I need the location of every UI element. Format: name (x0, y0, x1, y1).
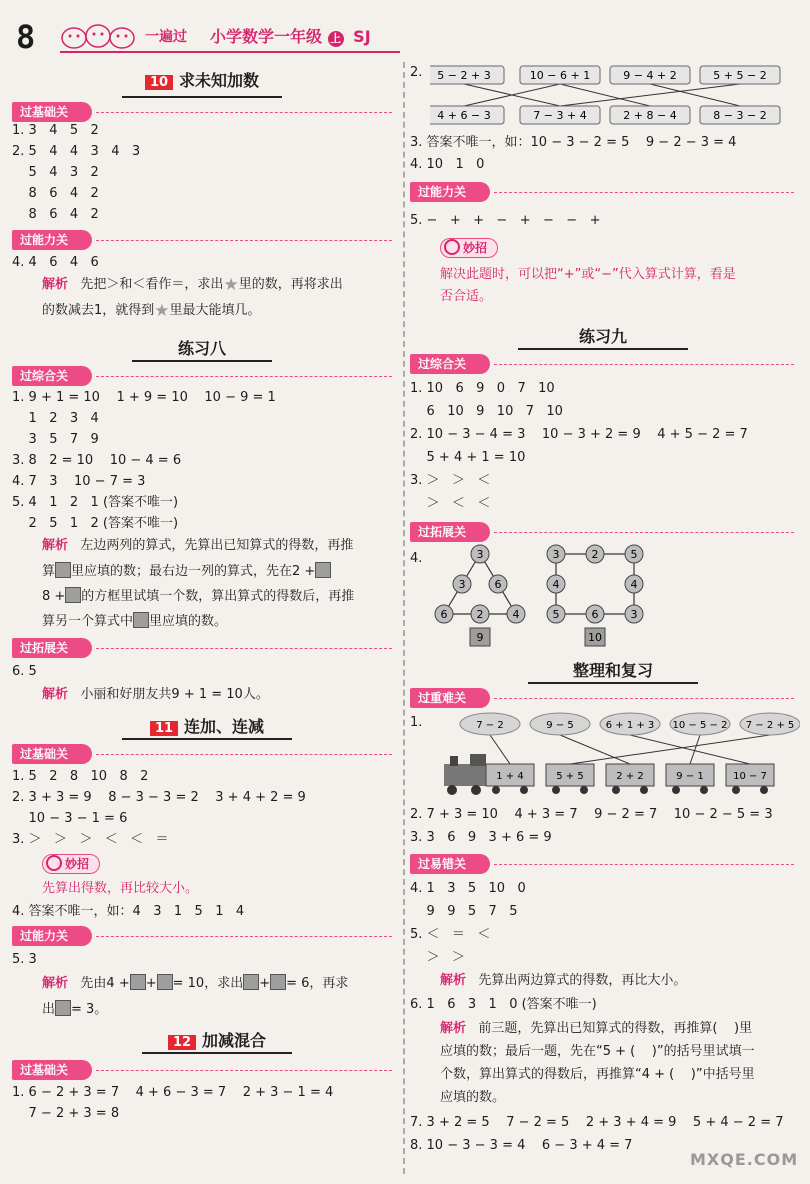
answer-line: 5. 3 (12, 952, 37, 967)
analysis-text: 左边两列的算式，先算出已知算式的得数，再推 (80, 538, 354, 553)
number-node-text: 3 (476, 548, 484, 561)
train-car-text: 10 − 7 (733, 771, 767, 782)
answer-line: 2 5 1 2 (答案不唯一) (12, 516, 179, 531)
train-car-text: 1 + 4 (496, 771, 524, 782)
answer-line: 5. − + + − + − − + (410, 213, 601, 228)
tag-rule (494, 698, 794, 699)
analysis-line (42, 562, 331, 581)
cloud-text: 9 − 5 (546, 720, 574, 731)
wheel-icon (612, 786, 620, 794)
wheel-icon (552, 786, 560, 794)
answer-line: 3. 答案不唯一，如：10 − 3 − 2 = 5 9 − 2 − 3 = 4 (410, 135, 737, 150)
match-box-text: 10 − 6 + 1 (529, 69, 591, 82)
tag-rule (494, 864, 794, 865)
wheel-icon (732, 786, 740, 794)
analysis-text: 出 (42, 1002, 56, 1017)
answer-line: 5. 4 1 2 1 (答案不唯一) (12, 495, 179, 510)
number-node-text: 5 (552, 608, 560, 621)
tag-key-difficult: 过重难关 (410, 688, 490, 708)
answer-line: 3. ＞ ＞ ＞ ＜ ＜ ＝ (12, 832, 169, 847)
analysis-line: 个数，算出算式的得数后，再推算“4 + ( )”中括号里 (440, 1067, 755, 1082)
analysis-line (42, 612, 227, 631)
gray-box-icon (157, 974, 173, 990)
section-number: 10 (145, 75, 173, 90)
answer-line: 5. ＜ ＝ ＜ (410, 927, 491, 942)
number-node-text: 3 (458, 578, 466, 591)
book-title-text: 小学数学一年级 (210, 27, 323, 46)
section-number: 12 (168, 1035, 196, 1050)
analysis-text: = 6，再求 (286, 976, 349, 991)
grade-badge: 上 (328, 31, 344, 47)
match-line (560, 735, 630, 764)
section-title-text: 加减混合 (202, 1031, 267, 1050)
hint-text: 先算出得数，再比较大小。 (42, 881, 199, 896)
analysis-line (42, 302, 261, 320)
match-box-text: 2 + 8 − 4 (623, 109, 677, 122)
gray-box-icon (243, 974, 259, 990)
cloud-text: 7 − 2 + 5 (745, 720, 795, 731)
answer-line: 2. (410, 65, 423, 80)
edition-label: SJ (353, 27, 371, 46)
analysis-line (42, 537, 353, 555)
wheel-icon (700, 786, 708, 794)
shape-lines (444, 554, 634, 614)
answer-line: 5 + 4 + 1 = 10 (410, 450, 526, 465)
answer-line: 2. 5 4 4 3 4 3 (12, 144, 141, 159)
number-node-text: 6 (494, 578, 502, 591)
answer-line: 4. 4 6 4 6 (12, 255, 99, 270)
analysis-line (42, 974, 348, 993)
match-line (630, 735, 750, 764)
answer-line: 4. (410, 551, 423, 566)
answer-line: ＞ ＞ (410, 950, 465, 965)
tag-ability: 过能力关 (410, 182, 490, 202)
section-title-text: 求未知加数 (179, 71, 260, 90)
analysis-label: 解析 (42, 976, 69, 991)
answer-line: 1. 9 + 1 = 10 1 + 9 = 10 10 − 9 = 1 (12, 390, 276, 405)
tag-basic: 过基础关 (12, 744, 92, 764)
analysis-text: 的方框里试填一个数，算出算式的得数后，再推 (81, 589, 355, 604)
cloud-text: 6 + 1 + 3 (605, 720, 655, 731)
answer-line: 1. 6 − 2 + 3 = 7 4 + 6 − 3 = 7 2 + 3 − 1 = 4 (12, 1085, 334, 1100)
tag-extension: 过拓展关 (12, 638, 92, 658)
analysis-text: 算 (42, 564, 56, 579)
section-12-title (142, 1028, 292, 1051)
answer-line: 2. 3 + 3 = 9 8 − 3 − 3 = 2 3 + 4 + 2 = 9 (12, 790, 306, 805)
page-header (0, 0, 810, 58)
answer-line: 6 10 9 10 7 10 (410, 404, 563, 419)
cloud-text: 10 − 5 − 2 (672, 720, 728, 731)
number-node-text: 3 (552, 548, 560, 561)
number-node-text: 2 (591, 548, 599, 561)
tag-ability: 过能力关 (12, 926, 92, 946)
tag-ability: 过能力关 (12, 230, 92, 250)
gray-box-icon (315, 562, 331, 578)
answer-line: 1. 10 6 9 0 7 10 (410, 381, 555, 396)
gray-box-icon (55, 1000, 71, 1016)
match-line (570, 735, 770, 764)
analysis-label: 解析 (42, 277, 69, 292)
answer-line: 2. 10 − 3 − 4 = 3 10 − 3 + 2 = 9 4 + 5 − 2 = 7 (410, 427, 748, 442)
answer-line: 4. 7 3 10 − 7 = 3 (12, 474, 146, 489)
number-node-text: 5 (630, 548, 638, 561)
analysis-text: 里应填的数。 (149, 614, 228, 629)
answer-line: 4. 答案不唯一，如：4 3 1 5 1 4 (12, 904, 245, 919)
train-matching-diagram (430, 710, 800, 802)
analysis-label: 解析 (440, 1021, 467, 1036)
tag-error-prone: 过易错关 (410, 854, 490, 874)
magnifier-icon (46, 855, 62, 871)
answer-line: 3. ＞ ＞ ＜ (410, 473, 491, 488)
answer-line: 8. 10 − 3 − 3 = 4 6 − 3 + 4 = 7 (410, 1138, 633, 1153)
number-node-text: 4 (552, 578, 560, 591)
analysis-line (42, 276, 343, 294)
gray-box-icon (270, 974, 286, 990)
number-shapes-diagram (430, 544, 650, 654)
sum-box-text: 9 (476, 631, 484, 644)
wheel-icon (492, 786, 500, 794)
tag-comprehensive: 过综合关 (410, 354, 490, 374)
matching-diagram (430, 60, 790, 126)
analysis-text: 小丽和好朋友共9 + 1 = 10人。 (80, 687, 269, 702)
analysis-text: 8 + (42, 589, 66, 604)
match-lines (464, 84, 740, 106)
answer-line: 1. 5 2 8 10 8 2 (12, 769, 149, 784)
number-node-text: 4 (512, 608, 520, 621)
section-underline (122, 96, 282, 98)
section-number: 11 (150, 721, 178, 736)
answer-line: 1. 3 4 5 2 (12, 123, 99, 138)
section-underline (132, 360, 272, 362)
tag-rule (96, 112, 392, 113)
analysis-text: 算另一个算式中 (42, 614, 134, 629)
star-icon: ★ (223, 275, 239, 295)
column-divider (403, 62, 405, 1174)
hint-label: 妙招 (65, 857, 90, 871)
tag-comprehensive: 过综合关 (12, 366, 92, 386)
number-node-text: 4 (630, 578, 638, 591)
analysis-text: 里的数，再将求出 (238, 277, 343, 292)
answer-line: 7. 3 + 2 = 5 7 − 2 = 5 2 + 3 + 4 = 9 5 + 4 − 2 = 7 (410, 1115, 784, 1130)
tag-extension: 过拓展关 (410, 522, 490, 542)
answer-line: 3. 8 2 = 10 10 − 4 = 6 (12, 453, 182, 468)
train-car-text: 9 − 1 (676, 771, 704, 782)
section-underline (142, 1052, 292, 1054)
match-box-text: 4 + 6 − 3 (437, 109, 491, 122)
match-box-text: 9 − 4 + 2 (623, 69, 677, 82)
analysis-line: 应填的数；最后一题，先在“5 + ( )”的括号里试填一 (440, 1044, 755, 1059)
answer-line: ＞ ＜ ＜ (410, 496, 491, 511)
tag-basic: 过基础关 (12, 102, 92, 122)
match-box-text: 5 − 2 + 3 (437, 69, 491, 82)
section-ex8-title: 练习八 (177, 339, 226, 358)
number-node-text: 6 (591, 608, 599, 621)
tag-rule (96, 754, 392, 755)
answer-line: 7 − 2 + 3 = 8 (12, 1106, 120, 1121)
answer-line: 5 4 3 2 (12, 165, 99, 180)
section-ex9-title: 练习九 (578, 327, 627, 346)
analysis-line (42, 1000, 107, 1019)
analysis-label: 解析 (42, 687, 69, 702)
train-car-text: 2 + 2 (616, 771, 644, 782)
analysis-text: + (259, 976, 271, 991)
analysis-text: = 10，求出 (172, 976, 244, 991)
header-rule (60, 51, 400, 53)
answer-line: 8 6 4 2 (12, 186, 99, 201)
analysis-text: 前三题，先算出已知算式的得数，再推算( )里 (478, 1021, 753, 1036)
tag-rule (96, 1070, 392, 1071)
analysis-label: 解析 (440, 973, 467, 988)
answer-line: 6. 5 (12, 664, 37, 679)
analysis-text: 的数减去1，就得到 (42, 303, 155, 318)
section-underline (122, 738, 292, 740)
analysis-text: 里应填的数；最右边一列的算式，先在2 + (71, 564, 316, 579)
wheel-icon (672, 786, 680, 794)
analysis-text: 先把＞和＜看作＝，求出 (80, 277, 224, 292)
tag-basic: 过基础关 (12, 1060, 92, 1080)
brand-name: 一遍过 (145, 29, 187, 45)
train-engine-icon (444, 754, 486, 795)
wheel-icon (640, 786, 648, 794)
match-box-text: 8 − 3 − 2 (713, 109, 767, 122)
hint-text: 否合适。 (440, 289, 493, 304)
answer-line: 6. 1 6 3 1 0 (答案不唯一) (410, 997, 597, 1012)
gray-box-icon (65, 587, 81, 603)
hint-text: 解决此题时，可以把“+”或“−”代入算式计算，看是 (440, 267, 736, 282)
section-title-text: 连加、连减 (184, 717, 265, 736)
cartoon-logo-icon (60, 20, 140, 52)
train-car-text: 5 + 5 (556, 771, 584, 782)
answer-line: 3 5 7 9 (12, 432, 99, 447)
section-11-title (122, 714, 292, 737)
analysis-line (42, 686, 269, 704)
analysis-line (440, 1020, 752, 1038)
tag-rule (494, 364, 794, 365)
number-node-text: 6 (440, 608, 448, 621)
number-node-text: 2 (476, 608, 484, 621)
train-match-lines (490, 735, 770, 764)
tag-rule (96, 936, 392, 937)
answer-line: 10 − 3 − 1 = 6 (12, 811, 128, 826)
answer-line: 8 6 4 2 (12, 207, 99, 222)
answer-line: 1 2 3 4 (12, 411, 99, 426)
star-icon: ★ (154, 301, 170, 321)
analysis-label: 解析 (42, 538, 69, 553)
gray-box-icon (55, 562, 71, 578)
tag-rule (494, 532, 794, 533)
analysis-line (440, 972, 686, 990)
answer-line: 2. 7 + 3 = 10 4 + 3 = 7 9 − 2 = 7 10 − 2 − 5 = 3 (410, 807, 773, 822)
tag-rule (494, 192, 794, 193)
analysis-text: 先由4 + (80, 976, 130, 991)
gray-box-icon (133, 612, 149, 628)
tag-rule (96, 648, 392, 649)
analysis-text: = 3。 (71, 1002, 108, 1017)
sum-box-text: 10 (588, 631, 602, 644)
magnifier-icon (444, 239, 460, 255)
answer-line: 3. 3 6 9 3 + 6 = 9 (410, 830, 552, 845)
cloud-text: 7 − 2 (476, 720, 504, 731)
tag-rule (96, 376, 392, 377)
section-underline (528, 682, 698, 684)
section-review-title: 整理和复习 (572, 661, 653, 680)
gray-box-icon (130, 974, 146, 990)
answer-line: 4. 10 1 0 (410, 157, 485, 172)
analysis-text: + (145, 976, 157, 991)
analysis-text: 里最大能填几。 (169, 303, 261, 318)
wheel-icon (760, 786, 768, 794)
analysis-line (42, 587, 354, 606)
section-underline (518, 348, 688, 350)
watermark: MXQE.COM (690, 1150, 799, 1169)
match-line (490, 735, 510, 764)
tag-rule (96, 240, 392, 241)
number-node-text: 3 (630, 608, 638, 621)
page-number: 8 (16, 18, 36, 56)
analysis-line: 应填的数。 (440, 1090, 506, 1105)
answer-line: 1. (410, 715, 423, 730)
section-10-title (122, 68, 282, 91)
answer-line: 4. 1 3 5 10 0 (410, 881, 526, 896)
match-box-text: 5 + 5 − 2 (713, 69, 767, 82)
hint-label: 妙招 (463, 241, 488, 255)
match-box-text: 7 − 3 + 4 (533, 109, 587, 122)
book-title (210, 24, 371, 47)
answer-line: 9 9 5 7 5 (410, 904, 518, 919)
wheel-icon (580, 786, 588, 794)
analysis-text: 先算出两边算式的得数，再比大小。 (478, 973, 687, 988)
wheel-icon (520, 786, 528, 794)
